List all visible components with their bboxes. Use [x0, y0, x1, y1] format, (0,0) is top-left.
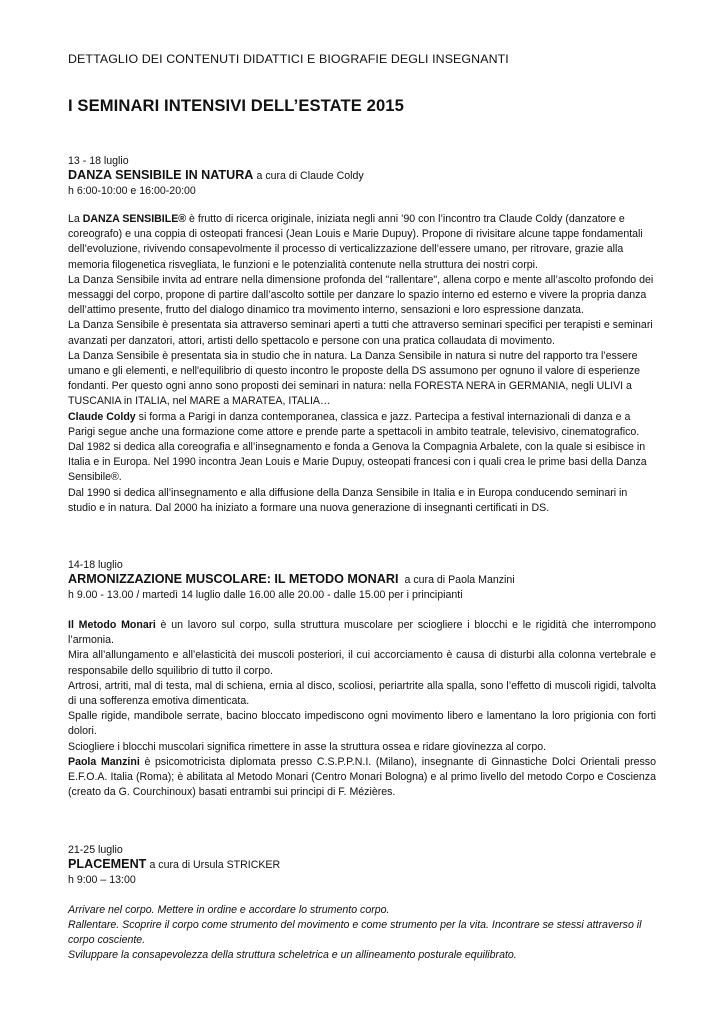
- paragraph: Dal 1990 si dedica all’insegnamento e alla diffusione della Danza Sensibile in Italia e in Europa conducendo seminari in studio e in natura. Dal 2000 ha iniziato a formare una nuova generazione di insegnanti certificati in DS.: [68, 486, 628, 514]
- seminar-description: [68, 903, 656, 964]
- seminar-metodo-monari: [68, 558, 656, 800]
- seminar-title-line: [68, 168, 656, 184]
- paragraph: La Danza Sensibile invita ad entrare nella dimensione profonda del "rallentare", allena corpo e mente all’ascolto profondo dei messaggi del corpo, propone di partire dall’ascolto sottile per danzare lo spazio interno ed esterno e vivere la propria danza dell’attimo presente, frutto del dialogo dinamico tra movimento interno, sensazioni e loro espressione danzata.: [68, 273, 654, 317]
- paragraph: La Danza Sensibile è presentata sia in studio che in natura. La Danza Sensibile in natura si nutre del rapporto tra l’essere umano e gli elementi, e nell'equilibrio di questo incontro le proposte della DS assumono per ognuno il valore di esperienze fondanti. Per questo ogni anno sono proposti dei seminari in natura: nella FORESTA NERA in GERMANIA, negli ULIVI a TUSCANIA in ITALIA, nel MARE a MARATEA, ITALIA…: [68, 349, 641, 408]
- document-title: I SEMINARI INTENSIVI DELL’ESTATE 2015: [68, 96, 404, 115]
- seminar-description: [68, 618, 656, 800]
- seminar-date: 14-18 luglio: [68, 559, 123, 572]
- paragraph: Arrivare nel corpo. Mettere in ordine e accordare lo strumento corpo.: [68, 903, 390, 916]
- seminar-title-line: [68, 857, 656, 873]
- seminar-curator: a cura di Paola Manzini: [404, 574, 515, 587]
- seminar-title-line: [68, 572, 656, 588]
- seminar-hours: h 9.00 - 13.00 / martedì 14 luglio dalle 16.00 alle 20.00 - dalle 15.00 per i principianti: [68, 589, 463, 602]
- seminar-placement: [68, 843, 656, 964]
- document-header: DETTAGLIO DEI CONTENUTI DIDATTICI E BIOGRAFIE DEGLI INSEGNANTI: [68, 52, 509, 66]
- paragraph: Dal 1982 si dedica alla coreografia e all’insegnamento e fonda a Genova la Compagnia Arbalete, con la quale si esibisce in Italia e in Europa. Nel 1990 incontra Jean Louis e Marie Dupuy, osteopati francesi con i quali crea le prime basi della Danza Sensibile®.: [68, 441, 647, 484]
- paragraph: La DANZA SENSIBILE® è frutto di ricerca originale, iniziata negli anni ’90 con l’incontro tra Claude Coldy (danzatore e coreografo) e una coppia di osteopati francesi (Jean Louis e Marie Dupuy). Propone di rivisitare alcune tappe fondamentali dell’evoluzione, rivivendo consapevolmente il processo di verticalizzazione dell’essere umano, per ritrovare, grazie alla memoria filogenetica risvegliata, le funzioni e le potenzialità contenute nella struttura dei nostri corpi.: [68, 213, 643, 271]
- paragraph: La Danza Sensibile è presentata sia attraverso seminari aperti a tutti che attraverso seminari specifici per terapisti e seminari avanzati per danzatori, attori, artisti dello spettacolo e persone con una pratica collaudata di movimento.: [68, 319, 653, 347]
- seminar-description: [68, 212, 656, 516]
- seminar-hours: h 9:00 – 13:00: [68, 873, 136, 886]
- seminar-title: PLACEMENT: [68, 856, 147, 871]
- seminar-hours: h 6:00-10:00 e 16:00-20:00: [68, 185, 196, 197]
- paragraph: Sviluppare la consapevolezza della struttura scheletrica e un allineamento posturale equilibrato.: [68, 949, 517, 962]
- paragraph: Il Metodo Monari è un lavoro sul corpo, sulla struttura muscolare per sciogliere i blocchi e le rigidità che interrompono l’armonia.: [68, 619, 657, 647]
- seminar-date: 21-25 luglio: [68, 843, 123, 856]
- paragraph: Claude Coldy si forma a Parigi in danza contemporanea, classica e jazz. Partecipa a festival internazionali di danza e a Parigi segue anche una formazione come attore e prende parte a spettacoli in ambito teatrale, televisivo, cinematografico.: [68, 410, 640, 438]
- paragraph: Sciogliere i blocchi muscolari significa rimettere in asse la struttura ossea e ridare giovinezza al corpo.: [68, 740, 547, 753]
- paragraph: Rallentare. Scoprire il corpo come strumento del movimento e come strumento per la vita. Incontrare se stessi attraverso il corpo cosciente.: [68, 918, 642, 946]
- paragraph: Mira all’allungamento e all’elasticità dei muscoli posteriori, il cui accorciamento è causa di disturbi alla colonna vertebrale e responsabile dello squilibrio di tutto il corpo.: [68, 649, 656, 677]
- seminar-title: ARMONIZZAZIONE MUSCOLARE: IL METODO MONARI: [68, 572, 399, 587]
- seminar-title: DANZA SENSIBILE IN NATURA: [68, 168, 254, 182]
- seminar-curator: a cura di Claude Coldy: [256, 170, 364, 182]
- paragraph: Artrosi, artriti, mal di testa, mal di schiena, ernia al disco, scoliosi, periartrite alla spalla, sono l’effetto di muscoli rigidi, talvolta di una sofferenza emotiva dimenticata.: [68, 679, 656, 708]
- paragraph: Paola Manzini è psicomotricista diplomata presso C.S.P.P.N.I. (Milano), insegnante di Ginnastiche Dolci Orientali presso E.F.O.A. Italia (Roma); è abilitata al Metodo Monari (Centro Monari Bologna) e al primo livello del metodo Corpo e Coscienza (creato da G. Courchinoux) basati entrambi sui principi di F. Mézières.: [68, 755, 656, 799]
- paragraph: Spalle rigide, mandibole serrate, bacino bloccato impediscono ogni movimento libero e lamentano la loro prigionia con forti dolori.: [68, 710, 656, 738]
- seminar-curator: a cura di Ursula STRICKER: [149, 858, 281, 871]
- document-page: [68, 52, 656, 963]
- seminar-danza-sensibile: [68, 154, 656, 516]
- seminar-date: 13 - 18 luglio: [68, 155, 129, 167]
